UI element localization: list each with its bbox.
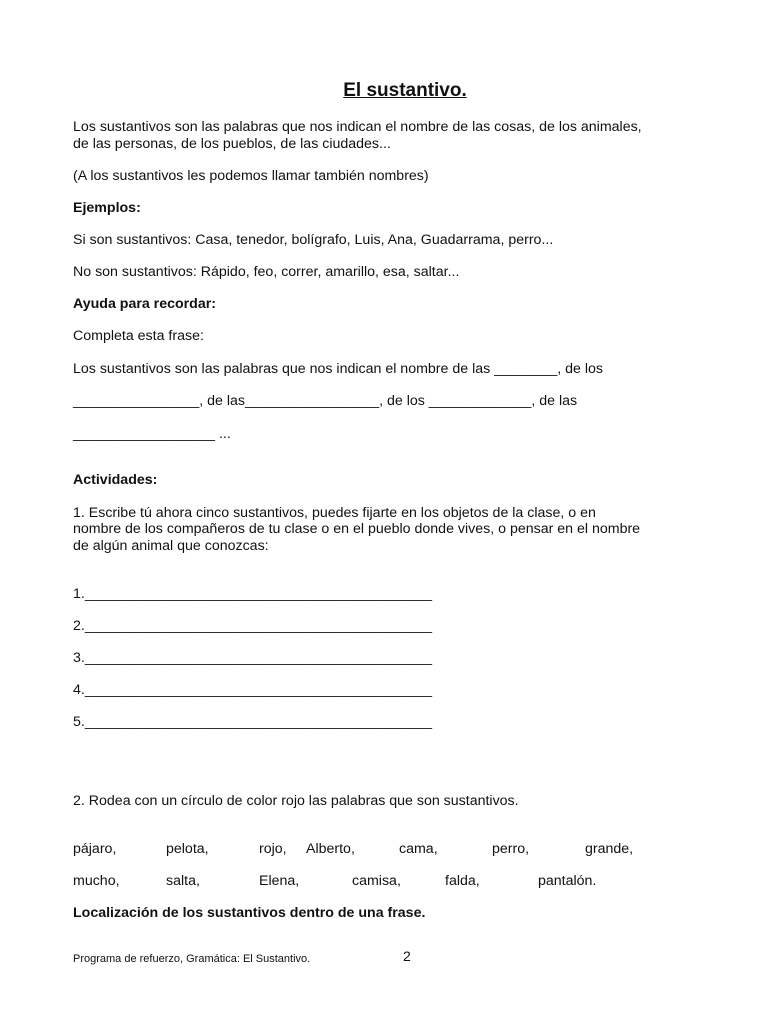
word-item: grande, xyxy=(585,841,634,857)
word-row-1 xyxy=(0,841,768,859)
intro-line-2: de las personas, de los pueblos, de las ciudades... xyxy=(73,136,391,152)
fill-line-3: __________________ ... xyxy=(73,426,231,442)
word-item: pantalón. xyxy=(538,873,597,889)
word-item: mucho, xyxy=(73,873,120,889)
word-item: camisa, xyxy=(352,873,401,889)
word-item: perro, xyxy=(492,841,530,857)
help-heading: Ayuda para recordar: xyxy=(73,296,216,312)
word-item: salta, xyxy=(166,873,200,889)
word-item: pájaro, xyxy=(73,841,117,857)
word-item: Alberto, xyxy=(306,841,355,857)
fill-line-2: ________________, de las_________________, de los _____________, de las xyxy=(73,393,578,409)
complete-prompt: Completa esta frase: xyxy=(73,328,204,344)
page-title: El sustantivo. xyxy=(343,80,467,101)
intro-line-1: Los sustantivos son las palabras que nos indican el nombre de las cosas, de los animales, xyxy=(73,119,642,135)
activities-heading: Actividades: xyxy=(73,472,158,488)
activity1-line-2: nombre de los compañeros de tu clase o en el pueblo donde vives, o pensar en el nombre xyxy=(73,521,641,537)
examples-heading: Ejemplos: xyxy=(73,200,141,216)
activity2-instruction: 2. Rodea con un círculo de color rojo las palabras que son sustantivos. xyxy=(73,793,519,809)
answer-line-5: 5.____________________________________________ xyxy=(73,714,433,730)
activity1-line-1: 1. Escribe tú ahora cinco sustantivos, puedes fijarte en los objetos de la clase, o en xyxy=(73,505,596,521)
note-text: (A los sustantivos les podemos llamar también nombres) xyxy=(73,168,429,184)
example-no: No son sustantivos: Rápido, feo, correr, amarillo, esa, saltar... xyxy=(73,264,460,280)
example-yes: Si son sustantivos: Casa, tenedor, bolígrafo, Luis, Ana, Guadarrama, perro... xyxy=(73,232,554,248)
page-number: 2 xyxy=(403,948,411,964)
fill-line-1: Los sustantivos son las palabras que nos indican el nombre de las ________, de los xyxy=(73,361,604,377)
answer-line-2: 2.____________________________________________ xyxy=(73,618,433,634)
footer-text: Programa de refuerzo, Gramática: El Sustantivo. xyxy=(73,953,311,965)
answer-line-1: 1.____________________________________________ xyxy=(73,586,433,602)
localization-heading: Localización de los sustantivos dentro de una frase. xyxy=(73,905,426,921)
activity1-line-3: de algún animal que conozcas: xyxy=(73,538,269,554)
word-row-2 xyxy=(0,873,768,891)
word-item: cama, xyxy=(399,841,438,857)
answer-line-3: 3.____________________________________________ xyxy=(73,650,433,666)
word-item: falda, xyxy=(445,873,480,889)
word-item: Elena, xyxy=(259,873,300,889)
answer-line-4: 4.____________________________________________ xyxy=(73,682,433,698)
word-item: pelota, xyxy=(166,841,209,857)
word-item: rojo, xyxy=(259,841,287,857)
